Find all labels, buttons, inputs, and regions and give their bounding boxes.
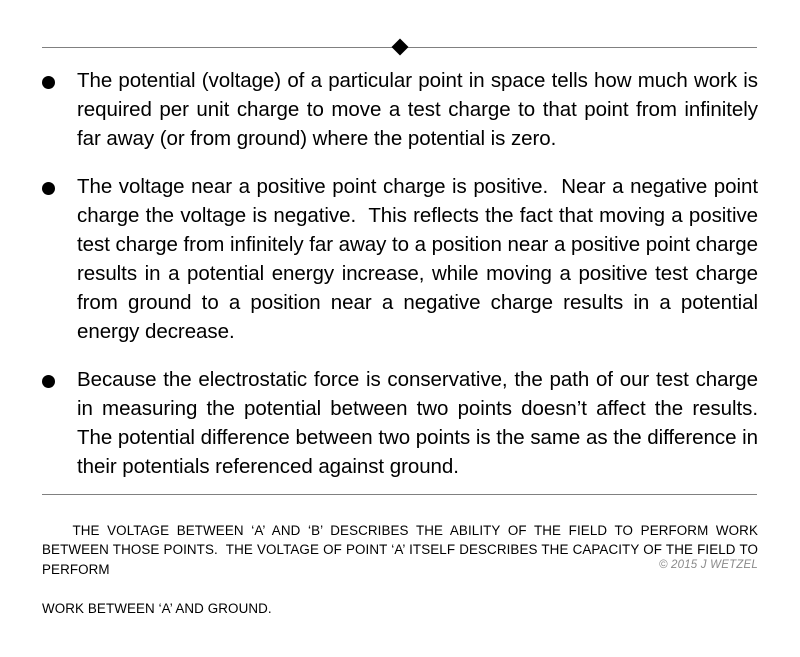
footer-caption-last-line: WORK BETWEEN ‘A’ AND GROUND.	[42, 600, 272, 616]
bullet-text: The voltage near a positive point charge is positive. Near a negative point charge the voltage is negative. This reflects the fact that moving a positive test charge from infinitely far away to a position near a positive point charge results in a potential energy increase, while moving a positive test charge from ground to a position near a negative charge results in a potential energy decrease.	[77, 175, 764, 343]
footer-caption-main: THE VOLTAGE BETWEEN ‘A’ AND ‘B’ DESCRIBES THE ABILITY OF THE FIELD TO PERFORM WORK BETWEEN THOSE POINTS. THE VOLTAGE OF POINT ‘A’ ITSELF DESCRIBES THE CAPACITY OF THE FIELD TO PERFORM	[42, 522, 762, 577]
bottom-divider-rule	[42, 494, 757, 495]
list-item	[42, 66, 764, 153]
list-item	[42, 365, 770, 481]
bullet-marker	[42, 66, 77, 89]
list-item	[42, 172, 764, 346]
filled-circle-icon	[42, 182, 55, 195]
bullet-marker	[42, 365, 77, 388]
filled-circle-icon	[42, 375, 55, 388]
filled-circle-icon	[42, 76, 55, 89]
bullet-marker	[42, 172, 77, 195]
footer-caption	[42, 501, 762, 657]
copyright-notice: © 2015 J WETZEL	[658, 559, 758, 571]
diamond-marker-icon	[391, 39, 408, 56]
bullet-text: The potential (voltage) of a particular point in space tells how much work is required per unit charge to move a test charge to that point from infinitely far away (or from ground) where the potential is zero.	[77, 69, 764, 150]
bullet-text: Because the electrostatic force is conservative, the path of our test charge in measuring the potential between two points doesn’t affect the results. The potential difference between two points is the same as the difference in their potentials referenced against ground.	[77, 368, 770, 478]
bullet-list	[42, 66, 770, 481]
top-ornament	[42, 36, 757, 60]
